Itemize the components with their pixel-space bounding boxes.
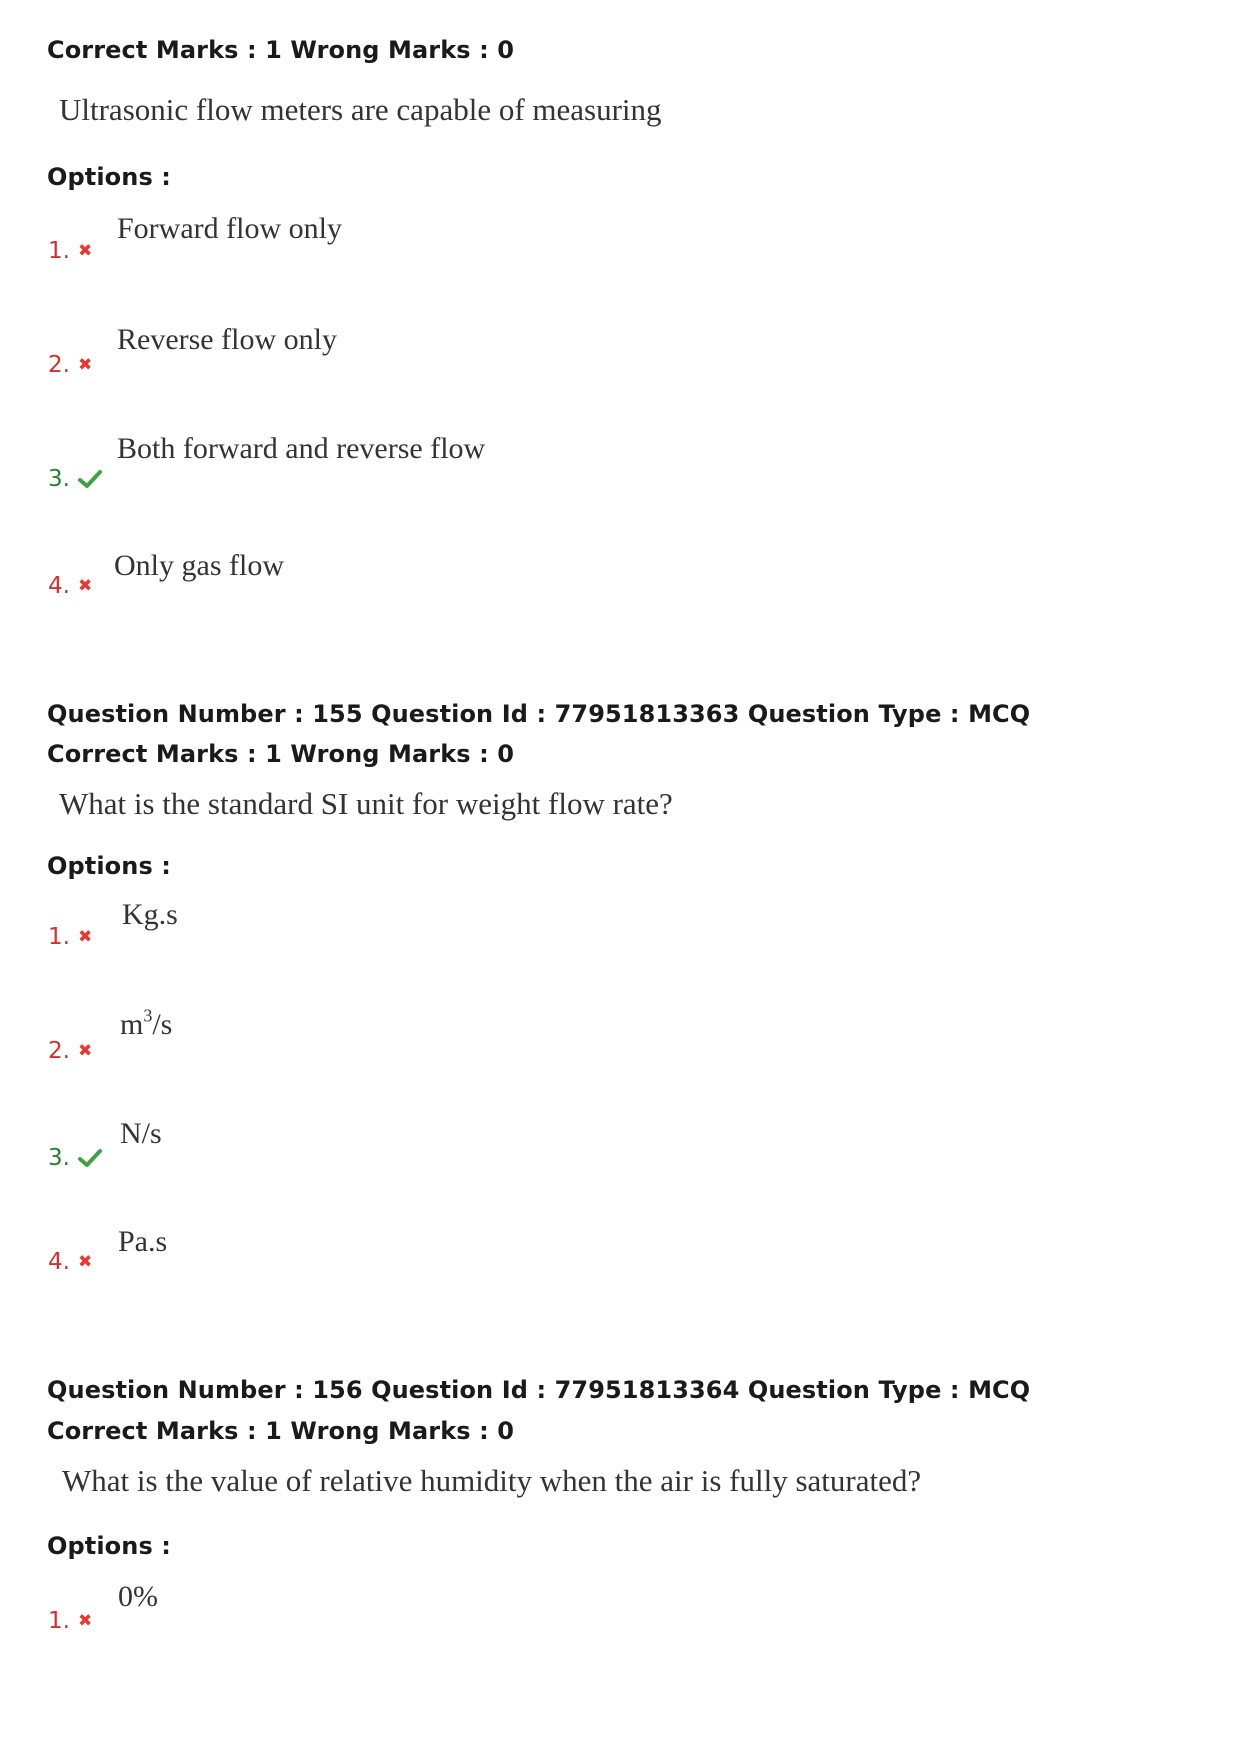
option-text: N/s	[120, 1117, 162, 1150]
option-text-rest: /s	[152, 1008, 173, 1041]
question-header: Question Number : 156 Question Id : 77951813364 Question Type : MCQ	[47, 1376, 1031, 1404]
cross-icon: ✖	[77, 575, 93, 596]
option-text: Kg.s	[122, 898, 178, 931]
option-number-text: 4.	[48, 573, 70, 599]
option-number	[48, 352, 92, 378]
option-number	[48, 238, 92, 264]
option-number-text: 3.	[48, 1145, 70, 1171]
question-header: Question Number : 155 Question Id : 77951813363 Question Type : MCQ	[47, 700, 1031, 728]
cross-icon: ✖	[77, 1251, 93, 1272]
option-text: Both forward and reverse flow	[117, 432, 486, 465]
option-text: Forward flow only	[117, 212, 342, 245]
option-text	[120, 1005, 173, 1042]
option-text-superscript: 3	[143, 1005, 153, 1026]
option-number-text: 1.	[48, 1608, 70, 1634]
check-icon	[78, 1148, 102, 1168]
marks-line: Correct Marks : 1 Wrong Marks : 0	[47, 1417, 515, 1445]
question-text: What is the value of relative humidity when the air is fully saturated?	[62, 1463, 922, 1498]
option-number-text: 1.	[48, 924, 70, 950]
cross-icon: ✖	[77, 354, 93, 375]
option-text: 0%	[118, 1580, 158, 1613]
option-text-base: m	[120, 1008, 144, 1041]
options-label: Options :	[47, 1532, 171, 1560]
check-icon	[78, 469, 102, 489]
option-number-text: 2.	[48, 1038, 70, 1064]
option-number	[48, 573, 92, 599]
question-text: What is the standard SI unit for weight flow rate?	[59, 786, 673, 821]
cross-icon: ✖	[77, 926, 93, 947]
marks-line: Correct Marks : 1 Wrong Marks : 0	[47, 740, 515, 768]
options-label: Options :	[47, 163, 171, 191]
option-number	[48, 1038, 92, 1064]
option-number	[48, 1608, 92, 1634]
option-text: Pa.s	[118, 1225, 168, 1258]
option-number-text: 1.	[48, 238, 70, 264]
question-text: Ultrasonic flow meters are capable of measuring	[59, 92, 662, 127]
option-text: Reverse flow only	[117, 323, 337, 356]
option-number	[48, 1145, 102, 1171]
cross-icon: ✖	[77, 1610, 93, 1631]
option-text: Only gas flow	[114, 549, 284, 582]
cross-icon: ✖	[77, 240, 93, 261]
option-number-text: 3.	[48, 466, 70, 492]
option-number-text: 2.	[48, 352, 70, 378]
option-number	[48, 1249, 92, 1275]
options-label: Options :	[47, 852, 171, 880]
option-number	[48, 466, 102, 492]
cross-icon: ✖	[77, 1040, 93, 1061]
option-number	[48, 924, 92, 950]
option-number-text: 4.	[48, 1249, 70, 1275]
marks-line: Correct Marks : 1 Wrong Marks : 0	[47, 36, 515, 64]
